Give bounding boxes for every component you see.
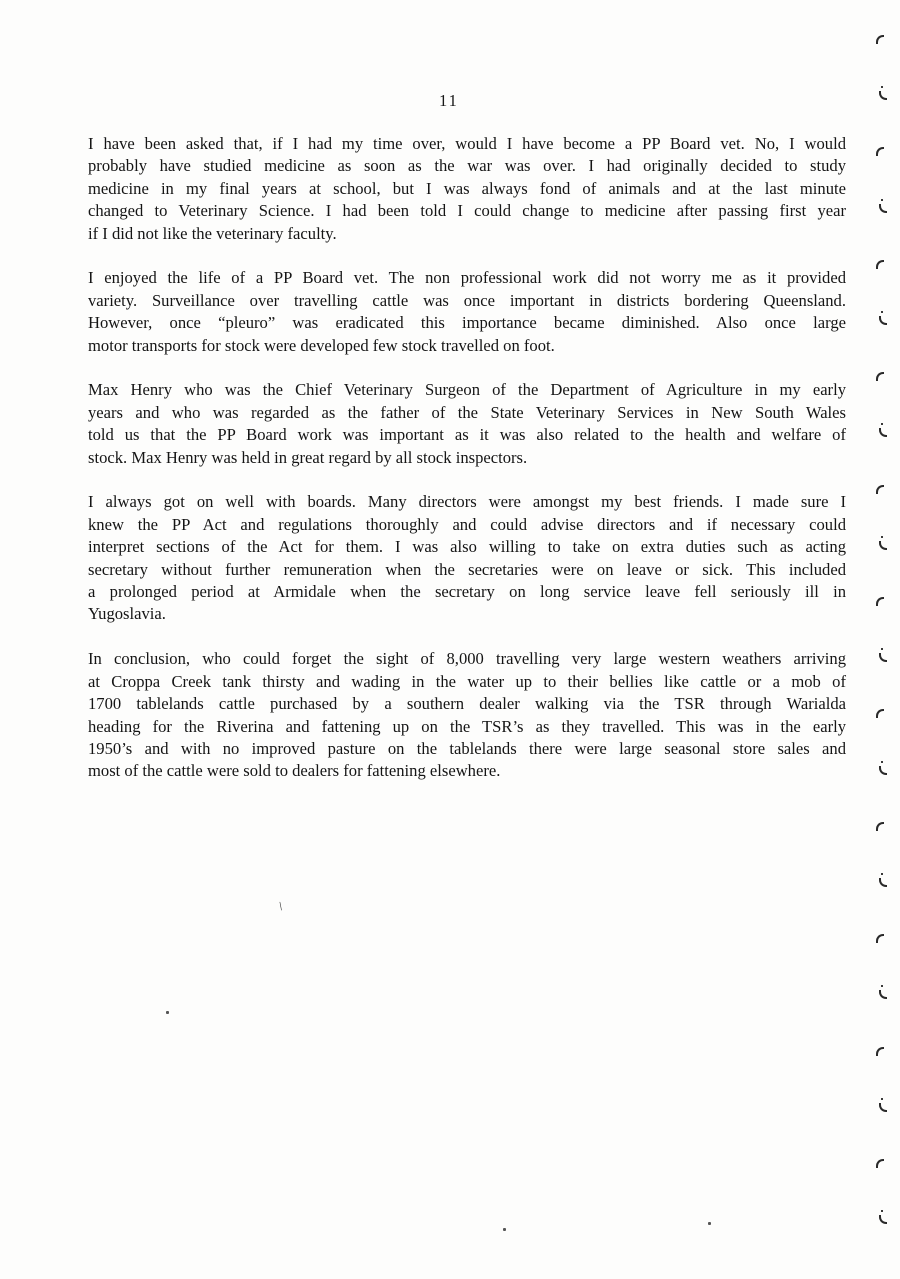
text-line: interpret sections of the Act for them. I was also willing to take on extra duties such as acting bbox=[88, 537, 846, 557]
text-line: 1700 tablelands cattle purchased by a southern dealer walking via the TSR through Warialda bbox=[88, 694, 846, 714]
text-line: variety. Surveillance over travelling cattle was once important in districts bordering Queensland. bbox=[88, 290, 846, 310]
binding-scan-artifact bbox=[879, 1103, 887, 1112]
paragraph bbox=[88, 133, 846, 245]
paragraph bbox=[88, 267, 846, 357]
text-line: years and who was regarded as the father of the State Veterinary Services in New South Wales bbox=[88, 402, 846, 422]
scan-speck bbox=[166, 1011, 169, 1014]
text-line: told us that the PP Board work was important as it was also related to the health and welfare of bbox=[88, 425, 846, 445]
text-line: stock. Max Henry was held in great regard by all stock inspectors. bbox=[88, 447, 528, 467]
page-number: 11 bbox=[439, 91, 459, 110]
text-line: at Croppa Creek tank thirsty and wading in the water up to their bellies like cattle or a mob of bbox=[88, 671, 846, 691]
text-line: Max Henry who was the Chief Veterinary Surgeon of the Department of Agriculture in my early bbox=[88, 380, 846, 400]
document-text bbox=[88, 133, 846, 805]
binding-scan-artifact bbox=[879, 316, 887, 325]
text-line: I always got on well with boards. Many directors were amongst my best friends. I made sure I bbox=[88, 492, 846, 512]
text-line: I enjoyed the life of a PP Board vet. The non professional work did not worry me as it provided bbox=[88, 268, 846, 288]
binding-scan-artifact bbox=[876, 597, 884, 606]
binding-scan-artifact bbox=[879, 204, 887, 213]
scan-speck bbox=[503, 1228, 506, 1231]
binding-scan-artifact bbox=[879, 766, 887, 775]
binding-scan-artifact bbox=[876, 485, 884, 494]
binding-scan-artifact bbox=[876, 35, 884, 44]
binding-scan-artifact bbox=[879, 653, 887, 662]
paragraph bbox=[88, 491, 846, 625]
scan-speck bbox=[708, 1222, 711, 1225]
binding-scan-artifact bbox=[876, 147, 884, 156]
binding-scan-artifact bbox=[876, 822, 884, 831]
text-line: 1950’s and with no improved pasture on the tablelands there were large seasonal store sales and bbox=[88, 738, 846, 758]
text-line: Yugoslavia. bbox=[88, 604, 166, 624]
text-line: if I did not like the veterinary faculty. bbox=[88, 223, 337, 243]
binding-scan-artifact bbox=[876, 260, 884, 269]
binding-scan-artifact bbox=[879, 990, 887, 999]
binding-scan-artifact bbox=[879, 1215, 887, 1224]
text-line: In conclusion, who could forget the sight of 8,000 travelling very large western weathers arriving bbox=[88, 649, 846, 669]
binding-scan-artifact bbox=[876, 709, 884, 718]
text-line: secretary without further remuneration when the secretaries were on leave or sick. This included bbox=[88, 559, 846, 579]
binding-scan-artifact bbox=[876, 372, 884, 381]
text-line: most of the cattle were sold to dealers for fattening elsewhere. bbox=[88, 761, 501, 781]
binding-scan-artifact bbox=[879, 541, 887, 550]
paragraph bbox=[88, 379, 846, 469]
binding-scan-artifact bbox=[876, 1047, 884, 1056]
text-line: knew the PP Act and regulations thoroughly and could advise directors and if necessary could bbox=[88, 514, 846, 534]
binding-scan-artifact bbox=[876, 934, 884, 943]
binding-scan-artifact bbox=[879, 878, 887, 887]
binding-scan-artifact bbox=[879, 428, 887, 437]
paragraph bbox=[88, 648, 846, 782]
text-line: changed to Veterinary Science. I had been told I could change to medicine after passing first year bbox=[88, 201, 846, 221]
scan-speck: \ bbox=[278, 898, 284, 914]
text-line: However, once “pleuro” was eradicated this importance became diminished. Also once large bbox=[88, 313, 846, 333]
text-line: a prolonged period at Armidale when the secretary on long service leave fell seriously ill in bbox=[88, 582, 846, 602]
text-line: heading for the Riverina and fattening up on the TSR’s as they travelled. This was in the early bbox=[88, 716, 846, 736]
text-line: motor transports for stock were developed few stock travelled on foot. bbox=[88, 335, 555, 355]
text-line: probably have studied medicine as soon as the war was over. I had originally decided to study bbox=[88, 156, 846, 176]
text-line: medicine in my final years at school, but I was always fond of animals and at the last minute bbox=[88, 178, 846, 198]
binding-scan-artifact bbox=[876, 1159, 884, 1168]
text-line: I have been asked that, if I had my time over, would I have become a PP Board vet. No, I would bbox=[88, 134, 846, 153]
